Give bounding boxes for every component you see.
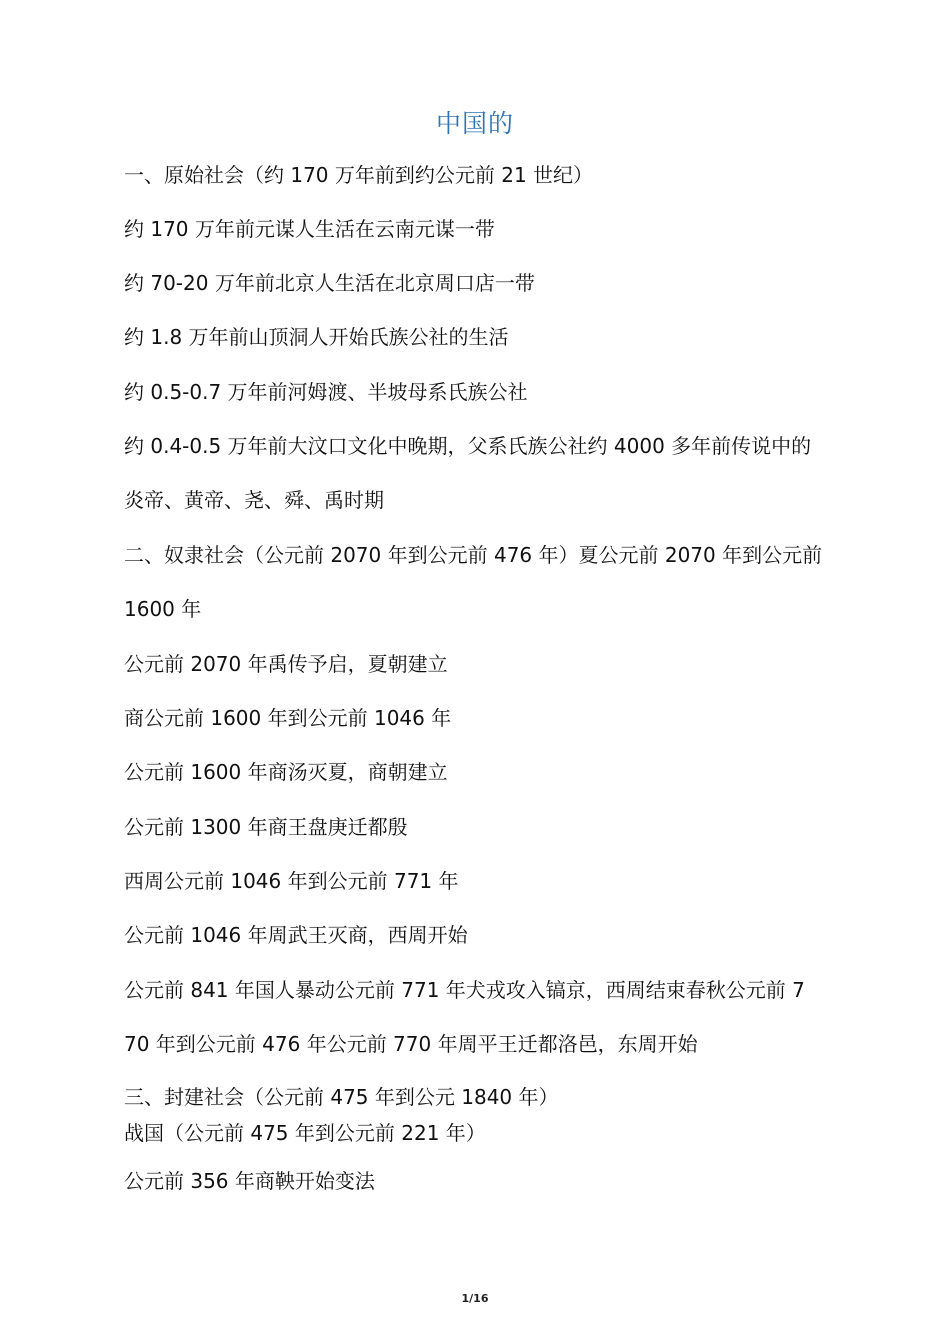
page-number: 1/16	[461, 1292, 489, 1305]
text-line: 战国（公元前 475 年到公元前 221 年）	[124, 1121, 486, 1145]
section-heading-primitive: 一、原始社会（约 170 万年前到约公元前 21 世纪）	[124, 163, 594, 187]
text-line: 公元前 1300 年商王盘庚迁都殷	[124, 815, 408, 839]
text-line: 约 70-20 万年前北京人生活在北京周口店一带	[124, 271, 535, 295]
page-title: 中国的	[435, 109, 514, 138]
text-line: 1600 年	[124, 597, 202, 621]
text-line: 约 0.5-0.7 万年前河姆渡、半坡母系氏族公社	[124, 380, 528, 404]
section-heading-slavery: 二、奴隶社会（公元前 2070 年到公元前 476 年）夏公元前 2070 年到公元前	[124, 543, 823, 567]
text-line: 公元前 2070 年禹传予启，夏朝建立	[124, 652, 448, 676]
text-line: 炎帝、黄帝、尧、舜、禹时期	[124, 488, 384, 512]
text-line: 约 1.8 万年前山顶洞人开始氏族公社的生活	[124, 325, 509, 349]
text-line: 公元前 1600 年商汤灭夏，商朝建立	[124, 760, 448, 784]
text-line: 西周公元前 1046 年到公元前 771 年	[124, 869, 459, 893]
text-line: 公元前 356 年商鞅开始变法	[124, 1169, 375, 1193]
text-line: 公元前 841 年国人暴动公元前 771 年犬戎攻入镐京，西周结束春秋公元前 7	[124, 978, 805, 1002]
section-heading-feudal: 三、封建社会（公元前 475 年到公元 1840 年）	[124, 1085, 559, 1109]
text-line: 70 年到公元前 476 年公元前 770 年周平王迁都洛邑，东周开始	[124, 1032, 698, 1056]
text-line: 商公元前 1600 年到公元前 1046 年	[124, 706, 452, 730]
text-line: 约 170 万年前元谋人生活在云南元谋一带	[124, 217, 495, 241]
text-line: 约 0.4-0.5 万年前大汶口文化中晚期，父系氏族公社约 4000 多年前传说中的	[124, 434, 812, 458]
text-line: 公元前 1046 年周武王灭商，西周开始	[124, 923, 468, 947]
